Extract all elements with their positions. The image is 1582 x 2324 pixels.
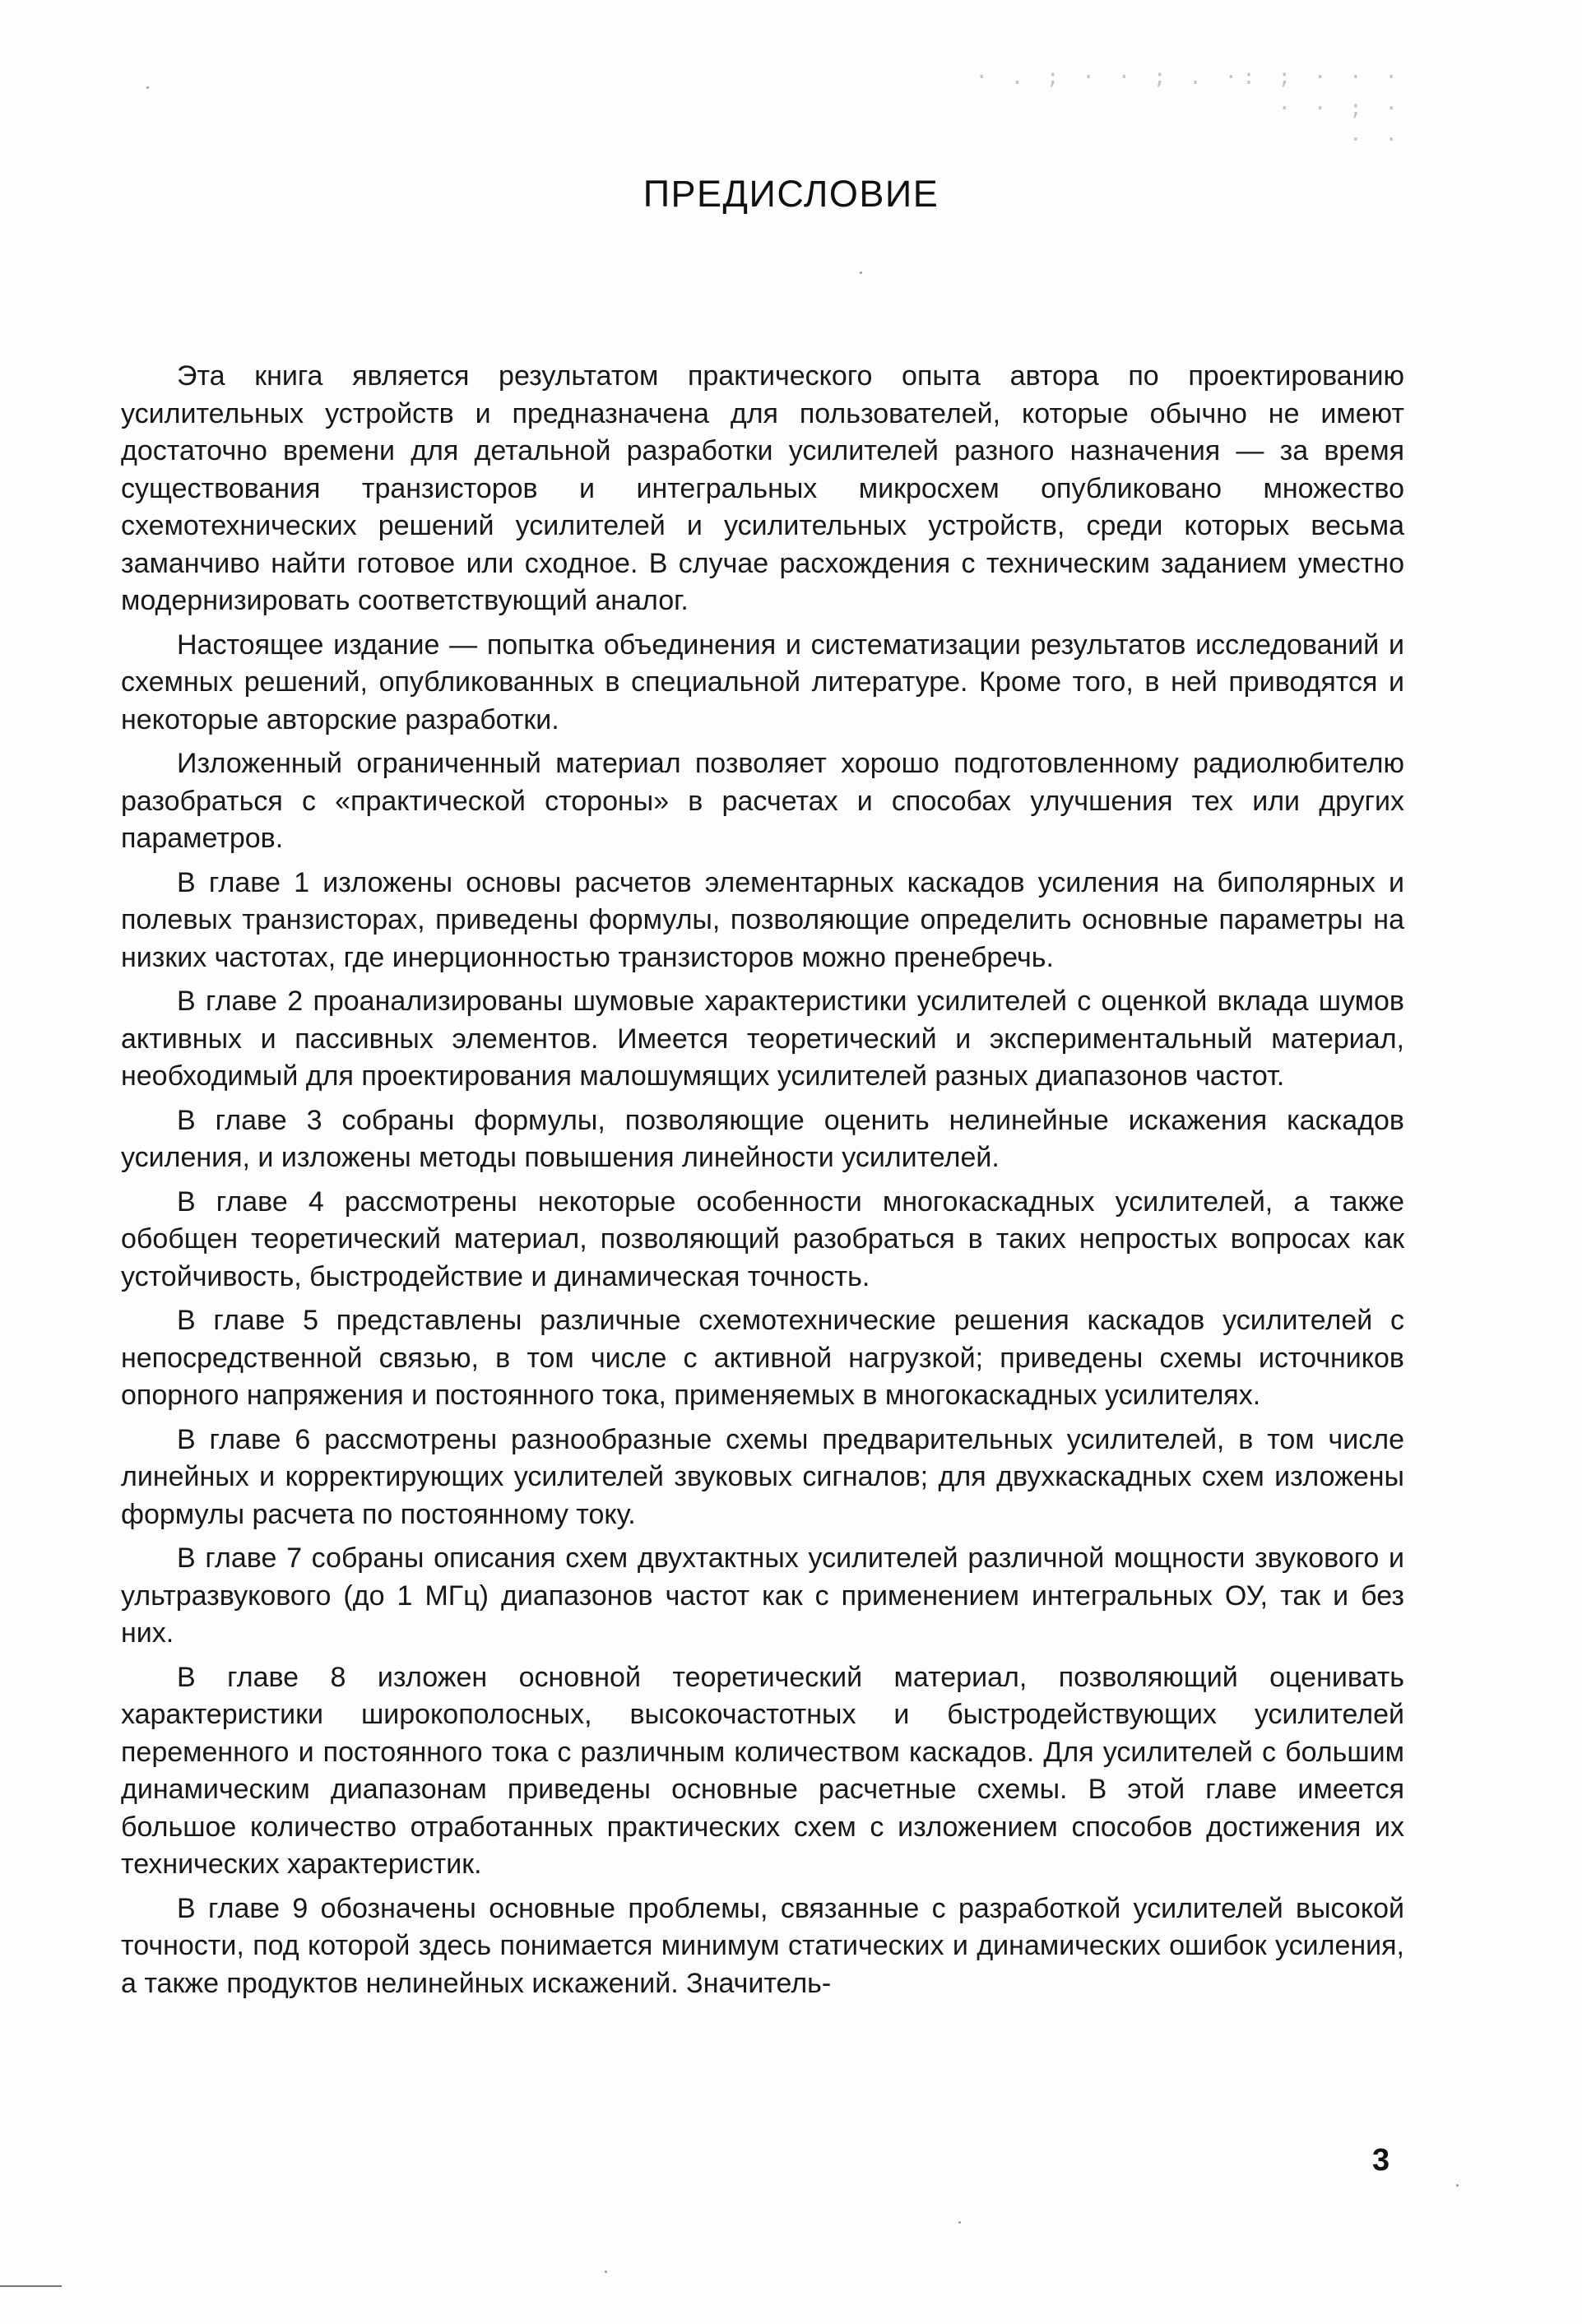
paragraph: Настоящее издание — попытка объединения и систематизации результатов исследований и схемных решений, опубликованных в специальной литературе. Кроме того, в ней приводятся и некоторые авторские разработки. [121, 629, 1404, 735]
paragraph: Эта книга является результатом практического опыта автора по проектированию усилительных устройств и предназначена для пользователей, которые обычно не имеют достаточно времени для детальной разработки усилителей разного назначения — за время существования транзисторов и интегральных микросхем опубликовано множество схемотехнических решений усилителей и усилительных устройств, среди которых весьма заманчиво найти готовое или сходное. В случае расхождения с техническим заданием уместно модернизировать соответствующий аналог. [121, 360, 1404, 616]
stamp-line-1: · . ; · · ; . ·: ; · · · [975, 65, 1403, 90]
paragraph: В главе 9 обозначены основные проблемы, связанные с разработкой усилителей высокой точности, под которой здесь понимается минимум статических и динамических ошибок усиления, а также продуктов нелинейных искажений. Значитель- [121, 1892, 1404, 1999]
paragraph: В главе 4 рассмотрены некоторые особенности многокаскадных усилителей, а также обобщен теоретический материал, позволяющий разобраться в таких непростых вопросах как устойчивость, быстродействие и динамическая точность. [121, 1185, 1404, 1292]
scan-speck [605, 2271, 607, 2273]
paragraph: В главе 6 рассмотрены разнообразные схемы предварительных усилителей, в том числе линейных и корректирующих усилителей звуковых сигналов; для двухкаскадных схем изложены формулы расчета по постоянному току. [121, 1423, 1404, 1530]
paragraph: В главе 8 изложен основной теоретический материал, позволяющий оценивать характеристики широкополосных, высокочастотных и быстродействующих усилителей переменного и постоянного тока с различным количеством каскадов. Для усилителей с большим динамическим диапазонам приведены основные расчетные схемы. В этой главе имеется большое количество отработанных практических схем с изложением способов достижения их технических характеристик. [121, 1661, 1404, 1880]
scan-edge-mark [0, 2285, 62, 2287]
paragraph: В главе 2 проанализированы шумовые характеристики усилителей с оценкой вклада шумов активных и пассивных элементов. Имеется теоретический и экспериментальный материал, необходимый для проектирования малошумящих усилителей разных диапазонов частот. [121, 986, 1404, 1092]
page-title: ПРЕДИСЛОВИЕ [643, 173, 939, 215]
scan-speck [1456, 2184, 1459, 2187]
scan-speck [860, 271, 862, 274]
stamp-line-3: · · [1349, 128, 1403, 152]
paragraph: В главе 3 собраны формулы, позволяющие оценить нелинейные искажения каскадов усиления, и изложены методы повышения линейности усилителей. [121, 1104, 1404, 1173]
library-stamp [967, 62, 1403, 173]
paragraph: В главе 5 представлены различные схемотехнические решения каскадов усилителей с непосредственной связью, в том числе с активной нагрузкой; приведены схемы источников опорного напряжения и постоянного тока, применяемых в многокаскадных усилителях. [121, 1305, 1404, 1411]
paragraph: Изложенный ограниченный материал позволяет хорошо подготовленному радиолюбителю разобраться с «практической стороны» в расчетах и способах улучшения тех или других параметров. [121, 748, 1404, 854]
paragraph: В главе 7 собраны описания схем двухтактных усилителей различной мощности звукового и ультразвукового (до 1 МГц) диапазонов частот как с применением интегральных ОУ, так и без них. [121, 1542, 1404, 1649]
scan-speck [146, 86, 149, 89]
scan-speck [958, 2221, 961, 2224]
preface-body [121, 358, 1404, 2009]
stamp-line-2: · · ; · [1278, 96, 1403, 121]
paragraph: В главе 1 изложены основы расчетов элементарных каскадов усиления на биполярных и полевых транзисторах, приведены формулы, позволяющие определить основные параметры на низких частотах, где инерционностью транзисторов можно пренебречь. [121, 866, 1404, 973]
page-number: 3 [1372, 2143, 1390, 2178]
